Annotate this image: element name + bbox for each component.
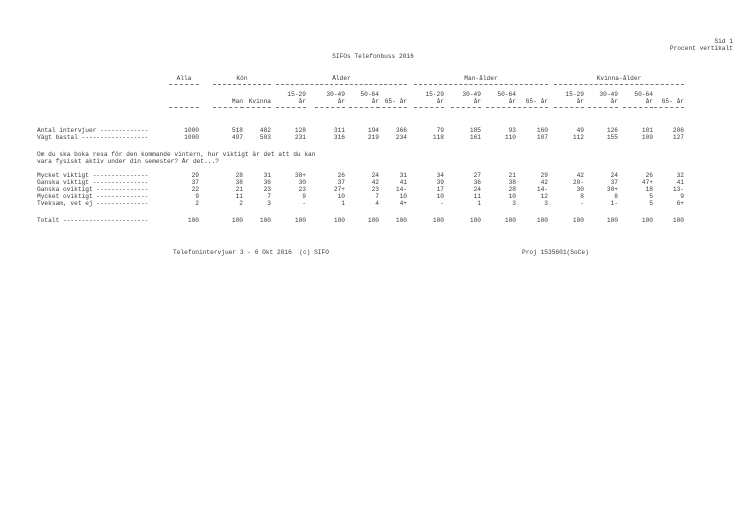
cell-value: 4+ xyxy=(399,200,407,207)
cell-value: 10 xyxy=(337,193,345,200)
column-rule xyxy=(315,107,345,108)
cell-value: 160 xyxy=(536,127,548,134)
group-rule xyxy=(276,84,407,85)
column-rule xyxy=(623,107,653,108)
question-line-1: Om du ska boka resa för den kommande vintern, hur viktigt är det att du kan xyxy=(37,151,316,158)
cell-value: 100 xyxy=(231,217,243,224)
cell-value: 2 xyxy=(195,200,199,207)
cell-value: 37 xyxy=(337,179,345,186)
question-line-2: vara fysiskt aktiv under din semester? Är det...? xyxy=(37,158,219,165)
cell-value: 36 xyxy=(473,179,481,186)
column-header-line-2: Man xyxy=(231,98,243,105)
cell-value: 22 xyxy=(191,186,199,193)
cell-value: 36 xyxy=(263,179,271,186)
cell-value: 107 xyxy=(536,134,548,141)
cell-value: 30+ xyxy=(606,186,618,193)
cell-value: 100 xyxy=(259,217,271,224)
cell-value: 42 xyxy=(371,179,379,186)
cell-value: 155 xyxy=(606,134,618,141)
column-header-line-1: 15-29 xyxy=(287,91,306,98)
cell-value: 27+ xyxy=(333,186,345,193)
group-rule xyxy=(169,84,199,85)
cell-value: 42 xyxy=(540,179,548,186)
cell-value: 100 xyxy=(606,217,618,224)
column-header-line-2: Kvinna xyxy=(248,98,271,105)
column-header-line-1: 30-49 xyxy=(462,91,481,98)
cell-value: 38+ xyxy=(294,172,306,179)
column-header-line-2: år xyxy=(576,98,584,105)
cell-value: 100 xyxy=(641,217,653,224)
cell-value: 1 xyxy=(477,200,481,207)
cell-value: 11 xyxy=(235,193,243,200)
column-rule xyxy=(654,107,684,108)
cell-value: 4 xyxy=(375,200,379,207)
row-label: Tveksam, vet ej -------------- xyxy=(37,200,149,207)
cell-value: 42 xyxy=(576,172,584,179)
cell-value: 32 xyxy=(676,172,684,179)
cell-value: 316 xyxy=(333,134,345,141)
group-rule xyxy=(554,84,684,85)
cell-value: 20- xyxy=(572,179,584,186)
column-header-line-2: år xyxy=(473,98,481,105)
column-header-line-2: år xyxy=(610,98,618,105)
cell-value: 23 xyxy=(371,186,379,193)
column-header-line-1: 30-49 xyxy=(326,91,345,98)
page-title: SIFOs Telefonbuss 2016 xyxy=(332,53,414,60)
cell-value: 30 xyxy=(298,179,306,186)
cell-value: 3 xyxy=(512,200,516,207)
cell-value: 26 xyxy=(645,172,653,179)
cell-value: 17 xyxy=(436,186,444,193)
cell-value: 100 xyxy=(333,217,345,224)
cell-value: 1000 xyxy=(184,134,199,141)
cell-value: 21 xyxy=(508,172,516,179)
cell-value: 11 xyxy=(473,193,481,200)
page-header-right xyxy=(670,38,733,52)
cell-value: 128 xyxy=(294,127,306,134)
cell-value: 10 xyxy=(508,193,516,200)
cell-value: 41 xyxy=(676,179,684,186)
cell-value: 24 xyxy=(371,172,379,179)
cell-value: 31 xyxy=(263,172,271,179)
cell-value: 110 xyxy=(504,134,516,141)
cell-value: 8 xyxy=(580,193,584,200)
row-label: Ganska oviktigt -------------- xyxy=(37,186,149,193)
cell-value: 37 xyxy=(610,179,618,186)
page-number: Sid 1 xyxy=(714,38,733,45)
cell-value: 21 xyxy=(235,186,243,193)
column-header-line-2: 65- år xyxy=(384,98,407,105)
cell-value: 29 xyxy=(191,172,199,179)
cell-value: 23 xyxy=(263,186,271,193)
column-header-line-1: 15-29 xyxy=(565,91,584,98)
cell-value: 100 xyxy=(572,217,584,224)
cell-value: 5 xyxy=(649,193,653,200)
cell-value: 5 xyxy=(649,200,653,207)
cell-value: 3 xyxy=(267,200,271,207)
cell-value: 185 xyxy=(469,127,481,134)
cell-value: 100 xyxy=(504,217,516,224)
column-rule xyxy=(554,107,584,108)
group-header: Kön xyxy=(236,75,248,82)
column-header-line-2: 65- år xyxy=(525,98,548,105)
cell-value: 6+ xyxy=(676,200,684,207)
cell-value: 100 xyxy=(187,217,199,224)
row-label: Antal intervjuer ------------- xyxy=(37,127,149,134)
cell-value: 1 xyxy=(341,200,345,207)
cell-value: 38 xyxy=(235,179,243,186)
cell-value: 100 xyxy=(367,217,379,224)
column-header-line-1: 15-29 xyxy=(425,91,444,98)
cell-value: 100 xyxy=(395,217,407,224)
column-header-line-2: 65- år xyxy=(661,98,684,105)
column-header-line-1: 50-64 xyxy=(634,91,653,98)
cell-value: 1000 xyxy=(184,127,199,134)
column-rule xyxy=(486,107,516,108)
footer-left: Telefonintervjuer 3 - 6 Okt 2016 (c) SIFO xyxy=(173,249,329,256)
cell-value: 93 xyxy=(508,127,516,134)
cell-value: 101 xyxy=(641,127,653,134)
cell-value: 47+ xyxy=(641,179,653,186)
group-header: Kvinna-ålder xyxy=(596,75,642,82)
column-rule xyxy=(349,107,379,108)
column-rule xyxy=(377,107,407,108)
cell-value: 18 xyxy=(645,186,653,193)
column-header-line-2: år xyxy=(436,98,444,105)
cell-value: 24 xyxy=(473,186,481,193)
column-header-line-1: 30-49 xyxy=(599,91,618,98)
cell-value: 26 xyxy=(337,172,345,179)
cell-value: 100 xyxy=(672,217,684,224)
cell-value: 24 xyxy=(610,172,618,179)
column-header-line-2: år xyxy=(645,98,653,105)
cell-value: 39 xyxy=(436,179,444,186)
cell-value: 100 xyxy=(536,217,548,224)
cell-value: 8 xyxy=(614,193,618,200)
column-header-line-2: år xyxy=(371,98,379,105)
cell-value: 12 xyxy=(540,193,548,200)
footer-right: Proj 1535601(SoCe) xyxy=(522,249,589,256)
cell-value: 109 xyxy=(641,134,653,141)
cell-value: 10 xyxy=(436,193,444,200)
cell-value: 518 xyxy=(231,127,243,134)
row-label: Vägt bastal ------------------ xyxy=(37,134,149,141)
column-rule xyxy=(169,107,199,108)
column-header-line-2: år xyxy=(337,98,345,105)
cell-value: 366 xyxy=(395,127,407,134)
cell-value: 231 xyxy=(294,134,306,141)
cell-value: 7 xyxy=(267,193,271,200)
group-header: Ålder xyxy=(332,75,351,82)
cell-value: 194 xyxy=(367,127,379,134)
cell-value: 31 xyxy=(399,172,407,179)
row-label: Mycket oviktigt -------------- xyxy=(37,193,149,200)
cell-value: 7 xyxy=(375,193,379,200)
column-rule xyxy=(241,107,271,108)
cell-value: 112 xyxy=(572,134,584,141)
cell-value: 79 xyxy=(436,127,444,134)
row-label: Mycket viktigt --------------- xyxy=(37,172,149,179)
cell-value: 14- xyxy=(395,186,407,193)
cell-value: 28 xyxy=(508,186,516,193)
cell-value: 37 xyxy=(191,179,199,186)
cell-value: 23 xyxy=(298,186,306,193)
cell-value: 30 xyxy=(576,186,584,193)
group-rule xyxy=(213,84,271,85)
cell-value: 127 xyxy=(672,134,684,141)
cell-value: - xyxy=(440,200,444,207)
cell-value: 118 xyxy=(432,134,444,141)
group-header: Man-ålder xyxy=(464,75,498,82)
column-rule xyxy=(518,107,548,108)
cell-value: - xyxy=(302,200,306,207)
cell-value: 1- xyxy=(610,200,618,207)
column-rule xyxy=(588,107,618,108)
cell-value: 497 xyxy=(231,134,243,141)
cell-value: 482 xyxy=(259,127,271,134)
cell-value: 14- xyxy=(536,186,548,193)
cell-value: 9 xyxy=(680,193,684,200)
cell-value: 206 xyxy=(672,127,684,134)
column-rule xyxy=(213,107,243,108)
percent-mode: Procent vertikalt xyxy=(669,45,733,52)
cell-value: 311 xyxy=(333,127,345,134)
cell-value: 503 xyxy=(259,134,271,141)
cell-value: 2 xyxy=(239,200,243,207)
cell-value: 41 xyxy=(399,179,407,186)
cell-value: - xyxy=(580,200,584,207)
cell-value: 234 xyxy=(395,134,407,141)
group-rule xyxy=(414,84,548,85)
row-label: Ganska viktigt --------------- xyxy=(37,179,149,186)
cell-value: 100 xyxy=(469,217,481,224)
group-header: Alla xyxy=(176,75,192,82)
column-rule xyxy=(276,107,306,108)
cell-value: 13- xyxy=(672,186,684,193)
cell-value: 34 xyxy=(436,172,444,179)
column-rule xyxy=(414,107,444,108)
column-header-line-2: år xyxy=(298,98,306,105)
cell-value: 27 xyxy=(473,172,481,179)
row-label: Totalt ----------------------- xyxy=(37,217,149,224)
cell-value: 3 xyxy=(544,200,548,207)
cell-value: 28 xyxy=(235,172,243,179)
cell-value: 9 xyxy=(302,193,306,200)
cell-value: 100 xyxy=(432,217,444,224)
cell-value: 100 xyxy=(294,217,306,224)
column-header-line-1: 50-64 xyxy=(360,91,379,98)
cell-value: 9 xyxy=(195,193,199,200)
column-rule xyxy=(451,107,481,108)
cell-value: 161 xyxy=(469,134,481,141)
cell-value: 49 xyxy=(576,127,584,134)
column-header-line-1: 50-64 xyxy=(497,91,516,98)
column-header-line-2: år xyxy=(508,98,516,105)
cell-value: 29 xyxy=(540,172,548,179)
cell-value: 38 xyxy=(508,179,516,186)
cell-value: 219 xyxy=(367,134,379,141)
cell-value: 10 xyxy=(399,193,407,200)
cell-value: 126 xyxy=(606,127,618,134)
